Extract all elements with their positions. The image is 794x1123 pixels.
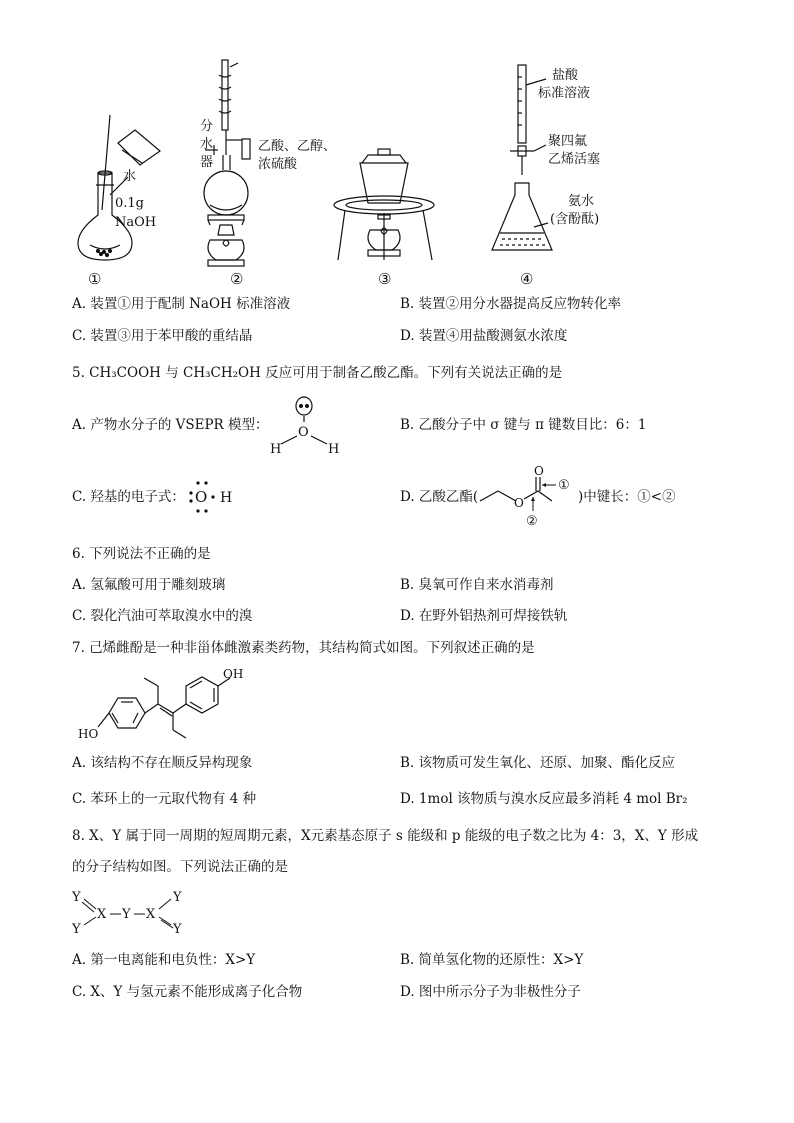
dot-o: O <box>195 488 208 506</box>
apparatus-1-number: ① <box>88 270 102 288</box>
mol-y2: Y <box>72 922 81 937</box>
vsepr-h2: H <box>328 442 340 457</box>
label-qi: 器 <box>200 155 214 170</box>
label-fen: 分 <box>200 119 214 134</box>
label-water: 水 <box>123 169 137 184</box>
label-reagents-1: 乙酸、乙醇、 <box>258 139 337 154</box>
mol-y3: Y <box>122 907 131 922</box>
vsepr-h1: H <box>270 442 282 457</box>
diethylstilbestrol-structure <box>78 664 258 744</box>
ester-o1: O <box>514 496 524 510</box>
mol-x2: X <box>146 907 156 922</box>
q7-option-c: C. 苯环上的一元取代物有 4 种 <box>72 791 257 807</box>
q8-option-b: B. 简单氢化物的还原性：X>Y <box>400 952 584 968</box>
apparatus-figure <box>60 55 700 290</box>
q6-option-b: B. 臭氧可作自来水消毒剂 <box>400 577 554 593</box>
struct-ho: HO <box>78 727 99 741</box>
q4-option-b: B. 装置②用分水器提高反应物转化率 <box>400 296 622 312</box>
label-acid-2: 标准溶液 <box>538 86 591 101</box>
water-vsepr-diagram <box>265 396 345 458</box>
xy-molecule-structure <box>70 887 200 937</box>
ethyl-acetate-skeleton <box>478 463 578 529</box>
q4-option-d: D. 装置④用盐酸测氨水浓度 <box>400 328 568 344</box>
q6-stem: 6. 下列说法不正确的是 <box>72 546 211 562</box>
struct-oh: OH <box>223 667 244 681</box>
q8-stem-2: 的分子结构如图。下列说法正确的是 <box>72 859 288 875</box>
label-shui: 水 <box>200 137 214 152</box>
apparatus-3-number: ③ <box>378 270 392 288</box>
q8-option-a: A. 第一电离能和电负性：X>Y <box>72 952 256 968</box>
mol-y4: Y <box>173 890 182 905</box>
bond-1-marker: ① <box>558 478 570 493</box>
label-naoh: NaOH <box>115 215 157 230</box>
dot-h: H <box>220 490 233 506</box>
mol-y1: Y <box>72 890 81 905</box>
apparatus-4-number: ④ <box>520 270 534 288</box>
q7-option-b: B. 该物质可发生氧化、还原、加聚、酯化反应 <box>400 755 676 771</box>
q8-stem-1: 8. X、Y 属于同一周期的短周期元素，X元素基态原子 s 能级和 p 能级的电子数之比为 4：3，X、Y 形成 <box>72 828 699 844</box>
label-base-2: (含酚酞) <box>550 212 600 227</box>
hydroxyl-electron-dot <box>188 480 240 514</box>
q6-option-c: C. 裂化汽油可萃取溴水中的溴 <box>72 608 253 624</box>
q8-option-c: C. X、Y 与氢元素不能形成离子化合物 <box>72 984 303 1000</box>
label-reagents-2: 浓硫酸 <box>258 157 298 172</box>
q6-option-d: D. 在野外铝热剂可焊接铁轨 <box>400 608 568 624</box>
label-mass: 0.1g <box>115 196 144 211</box>
label-valve-1: 聚四氟 <box>548 134 588 149</box>
mol-x1: X <box>97 907 107 922</box>
mol-y5: Y <box>173 922 182 937</box>
q5-option-d-text-2: )中键长：①<② <box>578 489 676 505</box>
q7-option-d: D. 1mol 该物质与溴水反应最多消耗 4 mol Br₂ <box>400 791 688 807</box>
apparatus-2-number: ② <box>230 270 244 288</box>
q4-option-c: C. 装置③用于苯甲酸的重结晶 <box>72 328 253 344</box>
label-valve-2: 乙烯活塞 <box>548 152 601 167</box>
q5-option-b: B. 乙酸分子中 σ 键与 π 键数目比：6：1 <box>400 417 647 433</box>
q5-option-d-text-1: D. 乙酸乙酯( <box>400 489 479 505</box>
bond-2-marker: ② <box>526 514 538 529</box>
vsepr-o: O <box>298 425 309 440</box>
q7-option-a: A. 该结构不存在顺反异构现象 <box>72 755 253 771</box>
q8-option-d: D. 图中所示分子为非极性分子 <box>400 984 581 1000</box>
apparatus-1-volumetric-flask <box>78 115 160 260</box>
apparatus-3-hot-filtration <box>334 149 434 260</box>
q5-option-a-text: A. 产物水分子的 VSEPR 模型： <box>72 417 269 433</box>
label-base-1: 氨水 <box>568 194 595 209</box>
q4-option-a: A. 装置①用于配制 NaOH 标准溶液 <box>72 296 291 312</box>
q7-stem: 7. 己烯雌酚是一种非甾体雌激素类药物，其结构简式如图。下列叙述正确的是 <box>72 640 535 656</box>
label-acid-1: 盐酸 <box>552 68 579 83</box>
q5-option-c-text: C. 羟基的电子式： <box>72 489 185 505</box>
q5-stem: 5. CH₃COOH 与 CH₃CH₂OH 反应可用于制备乙酸乙酯。下列有关说法正确的是 <box>72 365 563 381</box>
q6-option-a: A. 氢氟酸可用于雕刻玻璃 <box>72 577 226 593</box>
ester-o2: O <box>534 464 544 478</box>
